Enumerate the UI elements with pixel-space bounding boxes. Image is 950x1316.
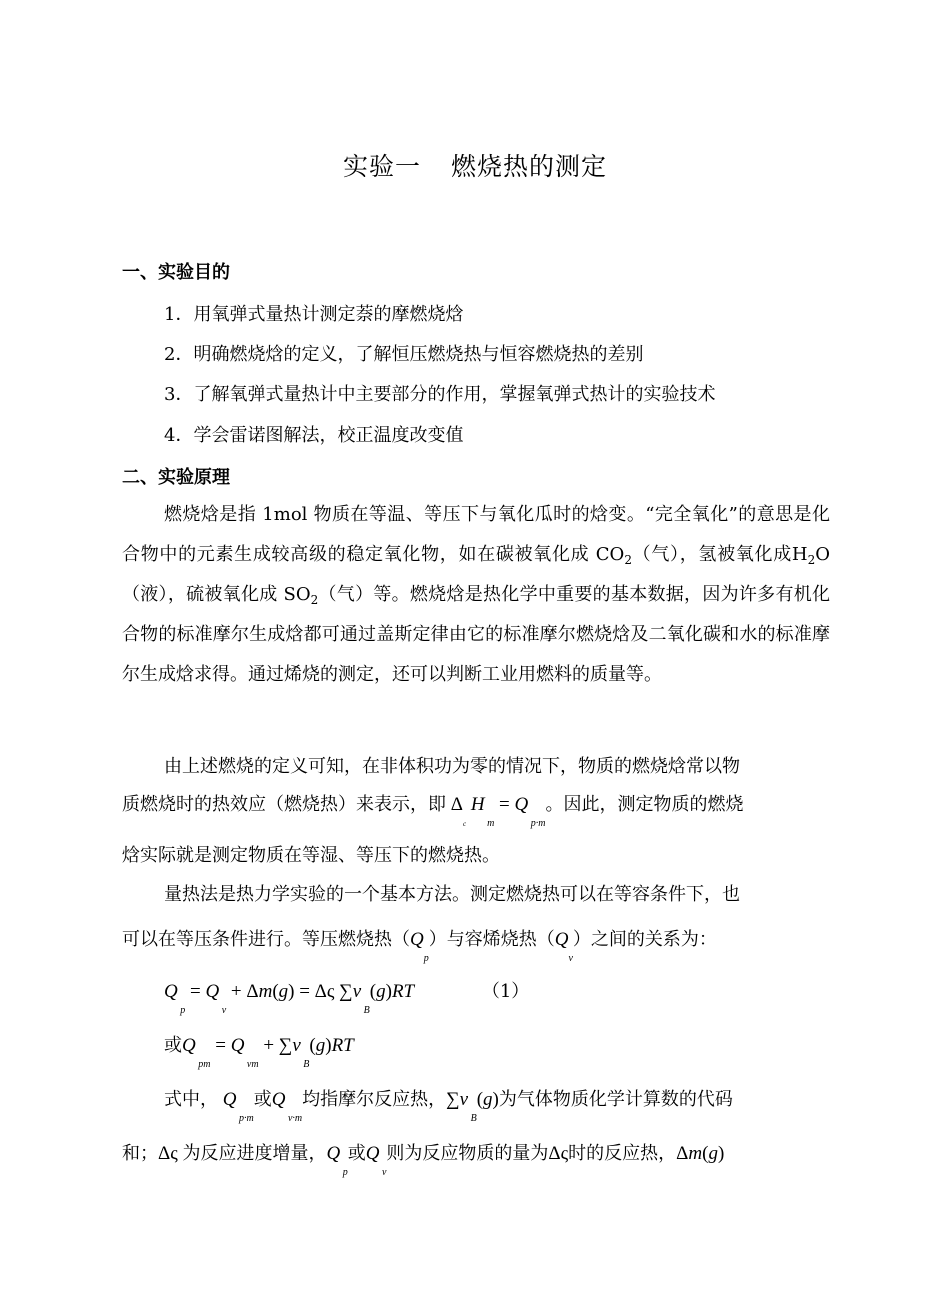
section2-heading: 二、实验原理 [122,467,230,488]
page-title [0,147,950,183]
paragraph2-line3: 焓实际就是测定物质在等湿、等压下的燃烧热。 [122,845,500,866]
paragraph4-line1: 式中， Q $_{p\cdot m}$或Q $_{v\cdot m}$均指摩尔反应热，∑v $_B$(g)为气体物质化学计算数的代码 [164,1089,733,1124]
section1-heading: 一、实验目的 [122,262,230,283]
title-part1: 实验一 [342,152,421,181]
equation-2: 或Q $_{pm}$ = Q $_{vm}$ + ∑v $_B$(g)RT [164,1035,354,1070]
objective-item-2: 2．明确燃烧焓的定义，了解恒压燃烧热与恒容燃烧热的差别 [164,344,644,365]
paragraph4-line2: 和；Δς 为反应进度增量，Q $_p$或Q $_v$则为反应物质的量为Δς时的反应热，Δm(g) [122,1143,725,1178]
paragraph2-line1: 由上述燃烧的定义可知，在非体积功为零的情况下，物质的燃烧焓常以物 [164,756,740,777]
principle-paragraph-1: 燃烧焓是指 1mol 物质在等温、等压下与氧化瓜时的焓变。“完全氧化”的意思是化合物中的元素生成较高级的稳定氧化物，如在碳被氧化成 $CO_2$（气），氢被氧化成$H_2O$（液），硫被氧化成 $SO_2$（气）等。燃烧焓是热化学中重要的基本数据，因为许多有机化合物的标准摩尔生成焓都可通过盖斯定律由它的标准摩尔燃烧焓及二氧化碳和水的标准摩尔生成焓求得。通过烯烧的测定，还可以判断工业用燃料的质量等。 [122,504,831,685]
equation-number: （1） [481,981,530,1002]
equation-1: Q $_p$ = Q $_v$ + Δm(g) = Δς ∑v $_B$(g)RT （1） [164,981,530,1016]
objective-item-4: 4．学会雷诺图解法，校正温度改变值 [164,425,464,446]
paragraph3-line1: 量热法是热力学实验的一个基本方法。测定燃烧热可以在等容条件下，也 [164,884,740,905]
paragraph2-line2: 质燃烧时的热效应（燃烧热）来表示，即 $\Delta_c$ H $_m$ = Q $_{p\cdot m}$。因此，测定物质的燃烧 [122,794,744,829]
objective-item-3: 3．了解氧弹式量热计中主要部分的作用，掌握氧弹式热计的实验技术 [164,384,716,405]
title-part2: 燃烧热的测定 [451,152,608,181]
objective-item-1: 1．用氧弹式量热计测定萘的摩燃烧焓 [164,304,464,325]
paragraph3-line2: 可以在等压条件进行。等压燃烧热$(Q_p)$与容烯烧热$(Q_v)$之间的关系为： [122,929,717,964]
